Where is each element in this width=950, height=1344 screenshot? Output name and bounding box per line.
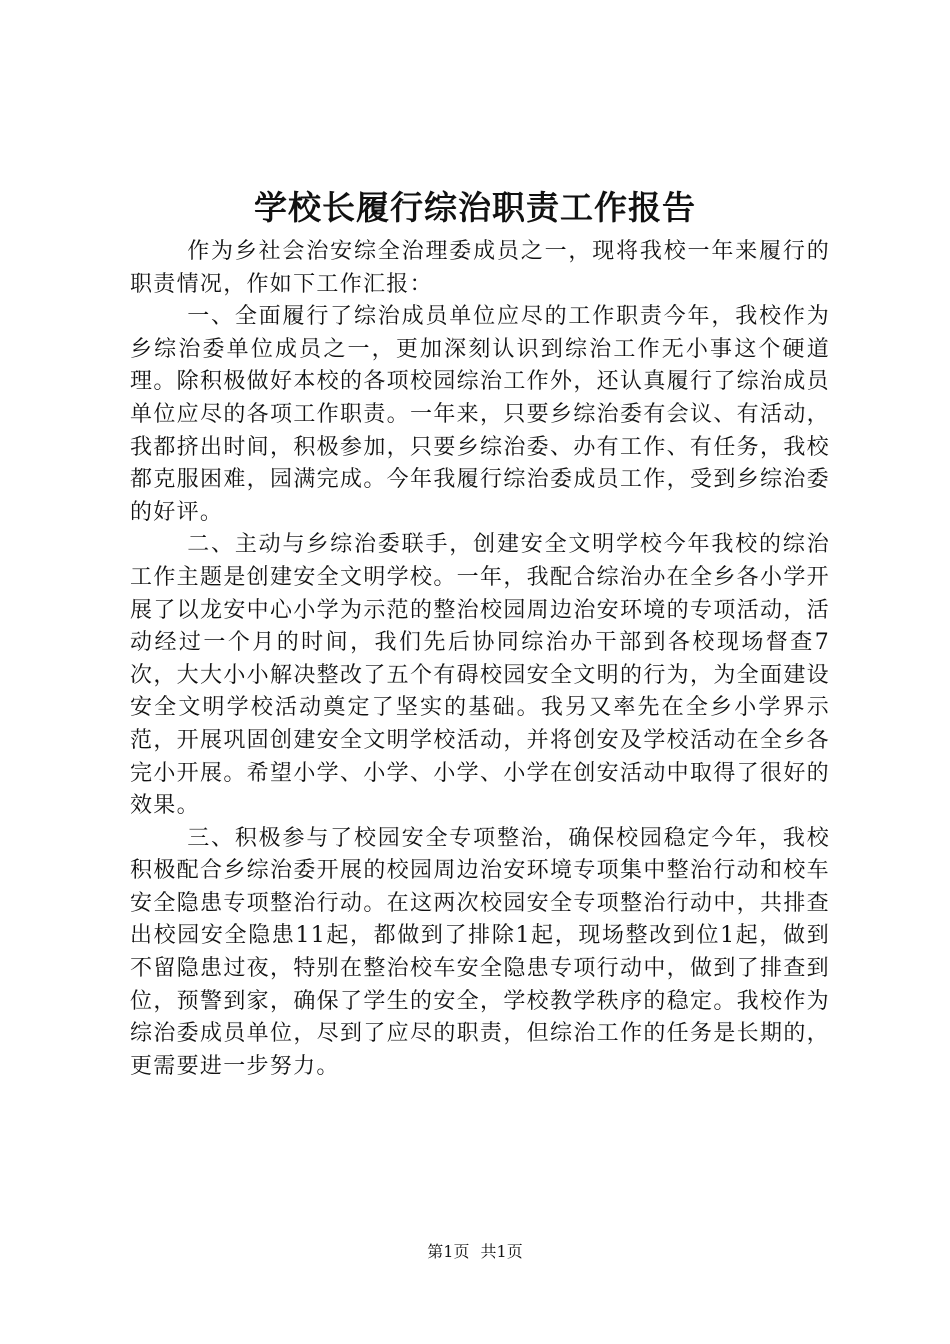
paragraph-section-2: 二、主动与乡综治委联手，创建安全文明学校今年我校的综治工作主题是创建安全文明学校。一年，我配合综治办在全乡各小学开展了以龙安中心小学为示范的整治校园周边治安环境的专项活动，活动经过一个月的时间，我们先后协同综治办干部到各校现场督查7次，大大小小解决整改了五个有碍校园安全文明的行为，为全面建设安全文明学校活动奠定了坚实的基础。我另又率先在全乡小学界示范，开展巩固创建安全文明学校活动，并将创安及学校活动在全乡各完小开展。希望小学、小学、小学、小学在创安活动中取得了很好的效果。 [130,532,830,819]
page-number-current: 第1页 [427,1242,470,1261]
paragraph-intro: 作为乡社会治安综全治理委成员之一，现将我校一年来履行的职责情况，作如下工作汇报： [130,239,830,297]
document-title: 学校长履行综治职责工作报告 [254,188,696,227]
paragraph-section-1: 一、全面履行了综治成员单位应尽的工作职责今年，我校作为乡综治委单位成员之一，更加深刻认识到综治工作无小事这个硬道理。除积极做好本校的各项校园综治工作外，还认真履行了综治成员单位应尽的各项工作职责。一年来，只要乡综治委有会议、有活动，我都挤出时间，积极参加，只要乡综治委、办有工作、有任务，我校都克服困难，园满完成。今年我履行综治委成员工作，受到乡综治委的好评。 [130,304,830,525]
paragraph-section-3: 三、积极参与了校园安全专项整治，确保校园稳定今年，我校积极配合乡综治委开展的校园周边治安环境专项集中整治行动和校车安全隐患专项整治行动。在这两次校园安全专项整治行动中，共排查出校园安全隐患11起，都做到了排除1起，现场整改到位1起，做到不留隐患过夜，特别在整治校车安全隐患专项行动中，做到了排查到位，预警到家，确保了学生的安全，学校教学秩序的稳定。我校作为综治委成员单位，尽到了应尽的职责，但综治工作的任务是长期的，更需要进一步努力。 [130,825,830,1079]
page-footer [0,1240,950,1264]
page-number-total: 共1页 [480,1242,523,1261]
document-body [130,236,830,1083]
